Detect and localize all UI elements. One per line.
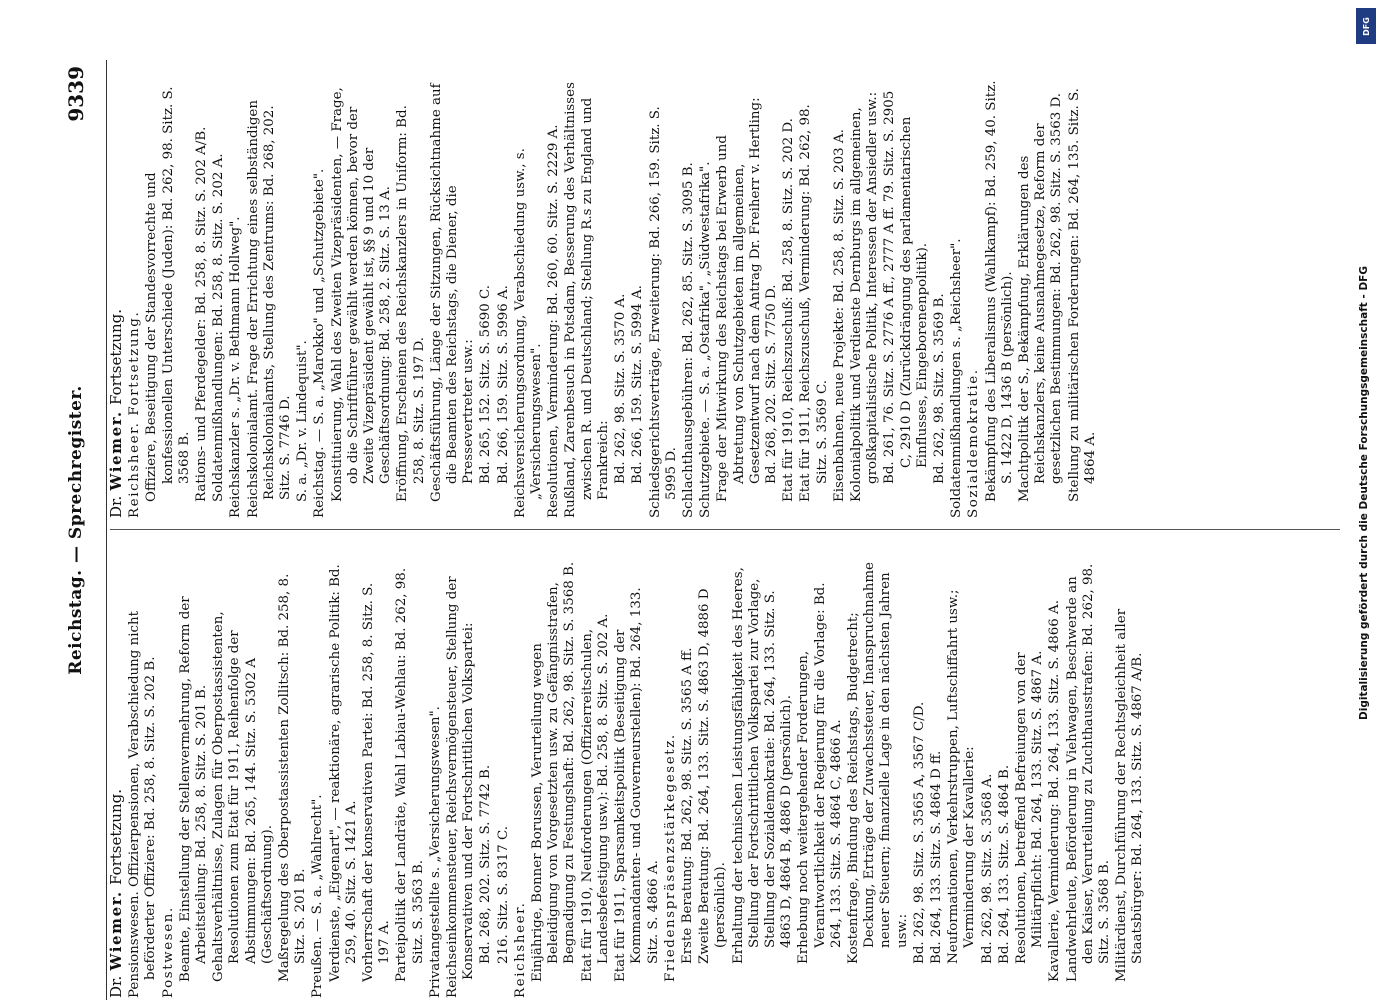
index-subentry: Geschäftsführung, Länge der Sitzungen, Rücksichtnahme auf die Beamten des Reichstags, die Diener, die Pressevertreter usw.: bbox=[428, 83, 477, 502]
index-reference: Resolutionen, betreffend Befreiungen von der Militärpflicht: Bd. 264, 133. Sitz. S. 4867 A. bbox=[1013, 650, 1046, 964]
index-subentry: Etat für 1910, Reichszuschuß: Bd. 258, 8. Sitz. S. 202 D. bbox=[781, 118, 797, 502]
index-entry: Schutzgebiete. — S. a. „Ostafrika", „Südwestafrika". bbox=[698, 161, 714, 518]
index-reference: Erste Beratung: Bd. 262, 98. Sitz. S. 3565 A ff. bbox=[679, 647, 695, 964]
index-subentry: Stellung zu militärischen Forderungen: Bd. 264, 135. Sitz. S. 4864 A. bbox=[1066, 88, 1098, 502]
person-name: Wiemer. bbox=[107, 410, 125, 491]
index-subentry: Militärdienst, Durchführung der Rechtsgleichheit aller Staatsbürger: Bd. 264, 133. Sitz. S. 4867 A/B. bbox=[1114, 608, 1146, 982]
index-subheading: Friedenspräsenzstärkegesetz. bbox=[662, 733, 678, 982]
index-reference: Bd. 261, 76. Sitz. S. 2776 A ff., 2777 A ff. 79. Sitz. S. 2905 C, 2910 D (Zurückdrängung des parlamentarischen Einflusses, Eingeborenenpolitik). bbox=[882, 90, 930, 484]
index-entry: Schlachthausgebühren: Bd. 262, 85. Sitz. S. 3095 B. bbox=[680, 162, 696, 518]
index-entry: Reichskanzler s. „Dr. v. Bethmann Hollweg". bbox=[228, 216, 244, 518]
index-entry: Reichsversicherungsordnung, Verabschiedung usw., s. „Versicherungswesen". bbox=[512, 148, 545, 518]
index-entry: Pensionswesen. Offizierpensionen, Verabschiedung nicht beförderter Offiziere: Bd. 258, 8. Sitz. S. 202 B. bbox=[127, 610, 159, 998]
running-title: Reichstag. — Sprechregister. bbox=[66, 385, 86, 675]
index-heading: Reichsheer. bbox=[512, 901, 528, 998]
index-entry: Preußen. — S. a. „Wahlrecht". bbox=[310, 794, 326, 998]
index-subentry: Offiziere, Beseitigung der Standesvorrechte und konfessionellen Unterschiede (Juden): Bd. 262, 98. Sitz. S. 3568 B. bbox=[144, 86, 192, 502]
index-subentry: Landwehrleute, Beförderung in Viehwagen, Beschwerde an den Kaiser, Verurteilung zu Zuchthausstrafen: Bd. 262, 98. Sitz. S. 3568 B. bbox=[1064, 563, 1112, 982]
index-subentry: Kolonialpolitik und Verdienste Dernburgs im allgemeinen, großkapitalistische Politik, Interessen der Ansiedler usw.: bbox=[848, 91, 881, 502]
index-heading: Reichsheer. Fortsetzung. bbox=[127, 310, 143, 518]
index-reference: Bd. 264, 133. Sitz. S. 4864 B. bbox=[996, 764, 1012, 964]
index-reference: Bd. 262, 98. Sitz. S. 3565 A, 3567 C/D. bbox=[911, 701, 927, 964]
index-subentry: Soldatenmißhandlungen: Bd. 258, 8. Sitz. S. 202 A. bbox=[211, 153, 227, 502]
index-subentry: Etat für 1911, Reichszuschuß, Verminderung: Bd. 262, 98. Sitz. S. 3569 C. bbox=[798, 104, 830, 502]
index-reference: Bd. 264, 133. Sitz. S. 4864 D ff. bbox=[928, 750, 944, 964]
index-entry: Schiedsgerichtsverträge, Erweiterung: Bd. 266, 159. Sitz. S. 5995 D. bbox=[647, 106, 679, 518]
column-separator bbox=[110, 529, 1340, 530]
right-column bbox=[108, 78, 1100, 518]
index-reference: Erhaltung der technischen Leistungsfähigkeit des Heeres, Stellung der Fortschrittlichen Volkspartei zur Vorlage, Stellung der Sozialdemokratie: Bd. 264, 133. Sitz. S. 4863 D, 4864 B, 4886 D (persönlich). bbox=[730, 567, 795, 964]
index-reference: Bd. 262, 98. Sitz. S. 3569 B. bbox=[931, 293, 947, 484]
index-subentry: Frage der Mitwirkung des Reichstags bei Erwerb und Abtretung von Schutzgebieten im allgemeinen, Gesetzentwurf nach dem Antrag Dr. Freiherr v. Hertling: Bd. 268, 202. Sitz. S. 7750 D. bbox=[715, 97, 779, 502]
index-subentry: Vorherrschaft der konservativen Partei: Bd. 258, 8. Sitz. S. 197 A. bbox=[361, 582, 393, 982]
index-subentry: Bekämpfung des Liberalismus (Wahlkampf): Bd. 259, 40. Sitz. S. 1422 D, 1436 B (persönlich). bbox=[983, 80, 1015, 502]
index-subentry: S. a. „Dr. v. Lindequist". bbox=[295, 340, 311, 502]
index-entry: Privatangestellte s. „Versicherungswesen". bbox=[427, 706, 443, 998]
continuation-label: Fortsetzung. bbox=[107, 309, 125, 406]
index-subentry: Etat für 1911, Sparsamkeitspolitik (Beseitigung der Kommandanten- und Gouverneurstellen): Bd. 264, 133. Sitz. S. 4866 A. bbox=[613, 587, 661, 982]
index-subentry: Verdienste, „Eigenart", — reaktionäre, agrarische Politik: Bd. 259, 40. Sitz. S. 1421 A. bbox=[327, 564, 359, 982]
index-reference: Bd. 262, 98. Sitz. S. 3570 A. bbox=[613, 293, 629, 484]
index-entry: Resolutionen, Verminderung: Bd. 260, 60. Sitz. S. 2229 A. bbox=[546, 124, 562, 518]
index-subentry: Rations- und Pferdegelder: Bd. 258, 8. Sitz. S. 202 A/B. bbox=[194, 126, 210, 502]
person-heading bbox=[108, 78, 124, 518]
index-reference: Zweite Beratung: Bd. 264, 133. Sitz. S. 4863 D, 4886 D (persönlich). bbox=[697, 588, 729, 964]
dfg-logo-text: DFG bbox=[1361, 16, 1371, 36]
index-entry: Soldatenmißhandlungen s. „Reichsheer". bbox=[949, 238, 965, 518]
index-heading: Sozialdemokratie. bbox=[966, 368, 982, 518]
index-subentry: Maßregelung des Oberpostassistenten Zollitsch: Bd. 258, 8. Sitz. S. 201 B. bbox=[277, 573, 309, 982]
index-reference: 216. Sitz. S. 8317 C. bbox=[495, 825, 511, 964]
index-reference: Bd. 265, 152. Sitz. S. 5690 C. bbox=[478, 284, 494, 484]
index-subentry: Beamte, Einstellung der Stellenvermehrung, Reform der Arbeitsteilung: Bd. 258, 8. Sitz. S. 201 B. bbox=[177, 596, 210, 982]
index-subentry: Kavallerie, Verminderung: Bd. 264, 133. Sitz. S. 4866 A. bbox=[1047, 600, 1063, 982]
credit-text: Digitalisierung gefördert durch die Deutsche Forschungsgemeinschaft - DFG bbox=[1358, 266, 1370, 720]
continuation-label: Fortsetzung. bbox=[107, 789, 125, 886]
page-header bbox=[58, 60, 100, 1000]
index-entry: Reichskolonialamt. Frage der Errichtung eines selbständigen Reichskolonialamts, Stellung des Zentrums: Bd. 268, 202. Sitz. S. 7746 D. bbox=[245, 100, 294, 518]
index-entry: Rußland, Zarenbesuch in Potsdam, Besserung des Verhältnisses zwischen R. und Deutschland; Stellung R.s zu England und Frankreich: bbox=[563, 82, 611, 518]
index-reference: Kostenfrage, Bindung des Reichstags, Budgetrecht; Deckung, Erträge der Zuwachssteuer, Inanspruchnahme neuer Steuern; finanzielle Lage in den nächsten Jahren usw.: bbox=[845, 562, 910, 964]
index-reference: Bd. 266, 159. Sitz. S. 5994 A. bbox=[630, 285, 646, 484]
index-reference: Bd. 266, 159. Sitz. S. 5996 A. bbox=[495, 285, 511, 484]
index-reference: Bd. 262, 98. Sitz. S. 3568 A. bbox=[979, 773, 995, 964]
title-prefix: Dr. bbox=[107, 495, 125, 518]
index-reference: Neuformationen, Verkehrstruppen, Luftschiffahrt usw.; Verminderung der Kavallerie: bbox=[946, 589, 978, 964]
index-subentry: Parteipolitik der Landräte, Wahl Labiau-Wehlau: Bd. 262, 98. Sitz. S. 3563 B. bbox=[394, 567, 426, 982]
index-entry: Reichstag. — S. a. „Marokko" und „Schutzgebiete". bbox=[312, 168, 328, 518]
person-name: Wiemer. bbox=[107, 890, 125, 971]
left-column bbox=[108, 558, 1148, 998]
index-reference: Bd. 268, 202. Sitz. S. 7742 B. bbox=[478, 764, 494, 964]
index-subentry: Eröffnung, Erscheinen des Reichskanzlers in Uniform: Bd. 258, 8. Sitz. S. 197 D. bbox=[395, 105, 427, 502]
index-subentry: Konstituierung, Wahl des Zweiten Vizepräsidenten, — Frage, ob die Schriftführer gewählt werden können, bevor der Zweite Vizepräsident gewählt ist, §§ 9 und 10 der Geschäftsordnung: Bd. 258, 2. Sitz. S. 13 A. bbox=[329, 87, 394, 502]
dfg-logo-icon bbox=[1356, 8, 1376, 44]
index-subentry: Etat für 1910, Neuforderungen (Offizierreitschulen, Landesbefestigung usw.): Bd. 258, 8. Sitz. S. 202 A. bbox=[579, 613, 611, 982]
index-heading: Postwesen. bbox=[160, 906, 176, 998]
title-prefix: Dr. bbox=[107, 975, 125, 998]
digitization-credit bbox=[1351, 0, 1381, 1000]
rotated-page bbox=[50, 60, 1350, 1000]
person-heading bbox=[108, 558, 124, 998]
index-subentry: Gehaltsverhältnisse, Zulagen für Oberpostassistenten, Resolutionen zum Etat für 1911, Reihenfolge der Abstimmungen: Bd. 265, 144. Sitz. S. 5302 A (Geschäftsordnung). bbox=[211, 611, 275, 982]
index-subentry: Machtpolitik der S., Bekämpfung, Erklärungen des Reichskanzlers, keine Ausnahmegesetze, Reform der gesetzlichen Bestimmungen: Bd. 262, 98. Sitz. S. 3563 D. bbox=[1016, 92, 1065, 502]
index-entry: Reichseinkommensteuer, Reichsvermögensteuer, Stellung der Konservativen und der Fortschrittlichen Volkspartei: bbox=[445, 576, 477, 998]
page-number: 9339 bbox=[64, 66, 88, 122]
index-subentry: Einjährige, Bonner Borussen, Verurteilung wegen Beleidigung von Vorgesetzten usw. zu Gefängnisstrafen, Begnadigung zu Festungshaft: Bd. 262, 98. Sitz. S. 3568 B. bbox=[530, 561, 578, 982]
index-subentry: Eisenbahnen, neue Projekte: Bd. 258, 8. Sitz. S. 203 A. bbox=[831, 129, 847, 502]
index-reference: Erhebung noch weitergehender Forderungen, Verantwortlichkeit der Regierung für die Vorlage: Bd. 264, 133. Sitz. S. 4864 C, 4866 A. bbox=[796, 582, 844, 964]
